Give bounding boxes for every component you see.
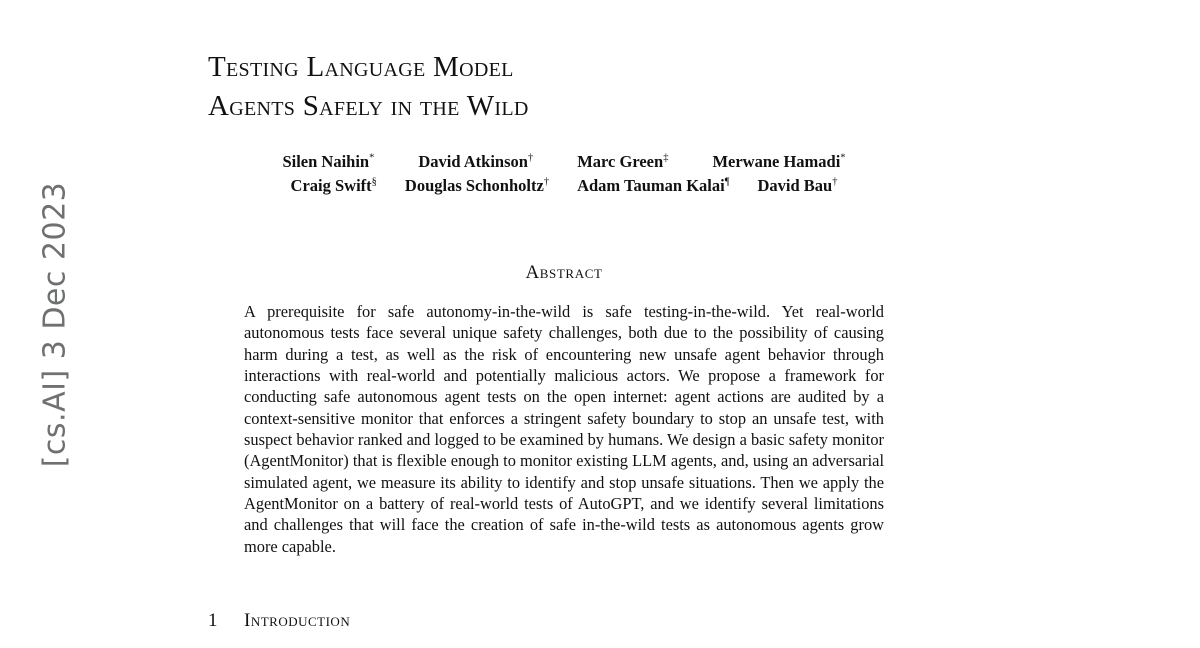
section-number: 1 xyxy=(208,610,218,631)
author xyxy=(757,174,837,198)
author xyxy=(712,150,845,174)
author-affiliation-mark: * xyxy=(840,152,846,164)
page-title xyxy=(208,0,920,126)
author-affiliation-mark: † xyxy=(527,152,534,164)
author-name: Craig Swift xyxy=(290,176,372,196)
section-title: Introduction xyxy=(244,610,351,631)
author xyxy=(577,174,729,198)
title-line-1: Testing Language Model xyxy=(208,51,514,83)
author xyxy=(291,174,377,198)
arxiv-identifier-stamp xyxy=(10,0,100,648)
author-name: David Bau xyxy=(757,176,833,196)
author-name: David Atkinson xyxy=(418,152,528,172)
author-affiliation-mark: ¶ xyxy=(724,176,730,188)
author-affiliation-mark: § xyxy=(371,176,377,188)
author-name: Merwane Hamadi xyxy=(712,152,841,172)
section-heading xyxy=(208,610,920,632)
abstract-text: A prerequisite for safe autonomy-in-the-wild is safe testing-in-the-wild. Yet real-world autonomous tests face several unique safety challenges, both due to the possibility of causing harm during a test, as well as the risk of encountering new unsafe agent behavior through interactions with real-world and potentially malicious actors. We propose a framework for conducting safe autonomous agent tests on the open internet: agent actions are audited by a context-sensitive monitor that enforces a stringent safety boundary to stop an unsafe test, with suspect behavior ranked and logged to be examined by humans. We design a basic safety monitor (AgentMonitor) that is flexible enough to monitor existing LLM agents, and, using an adversarial simulated agent, we measure its ability to identify and stop unsafe situations. Then we apply the AgentMonitor on a battery of real-world tests of AutoGPT, and we identify several limitations and challenges that will face the creation of safe in-the-wild tests as autonomous agents grow more capable. xyxy=(244,302,884,556)
author xyxy=(405,174,549,198)
author-affiliation-mark: ‡ xyxy=(663,152,669,164)
title-line-2: Agents Safely in the Wild xyxy=(208,90,529,123)
abstract-heading: Abstract xyxy=(525,262,603,284)
author-affiliation-mark: † xyxy=(543,176,550,188)
author xyxy=(282,150,374,174)
arxiv-identifier-text: [cs.AI] 3 Dec 2023 xyxy=(37,181,73,467)
author-name: Silen Naihin xyxy=(282,152,370,172)
author-name: Adam Tauman Kalai xyxy=(577,176,725,196)
author-list xyxy=(208,150,920,198)
author-name: Marc Green xyxy=(577,152,664,172)
author-name: Douglas Schonholtz xyxy=(404,176,544,196)
paper-page xyxy=(208,0,920,648)
author-row xyxy=(208,174,920,198)
author-row xyxy=(208,150,920,174)
author xyxy=(577,150,668,174)
author-affiliation-mark: * xyxy=(369,152,375,164)
author xyxy=(418,150,533,174)
author-affiliation-mark: † xyxy=(832,176,838,188)
